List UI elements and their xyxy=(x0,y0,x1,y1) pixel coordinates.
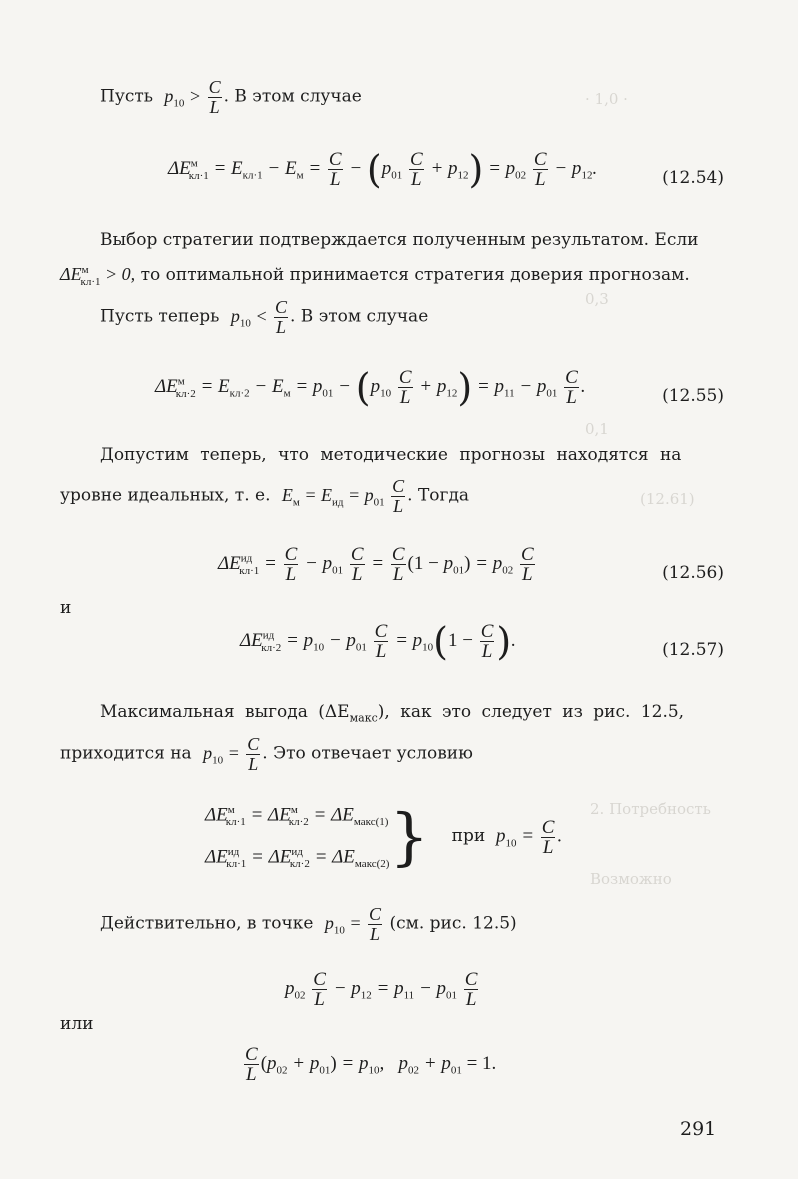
paragraph-5-line-1: Максимальная выгода $(\Delta E_{макс})$, как это следует из рис. 12.5, xyxy=(100,702,685,725)
page-number: 291 xyxy=(680,1118,717,1140)
paragraph-4-line-2: уровне идеальных, т. е. $E_м = E_{ид} = p_{01}$ $\frac{C}{L}$ . Тогда xyxy=(60,476,470,516)
equation-number: (12.56) xyxy=(662,563,724,583)
equation-point-condition: $p_{02}$ $\frac{C}{L}$ − $p_{12} = p_{11} - p_{01}$ $\frac{C}{L}$ xyxy=(285,969,478,1010)
or-word: или xyxy=(60,1014,94,1034)
paragraph-4-line-1: Допустим теперь, что методические прогнозы находятся на xyxy=(100,445,682,465)
equation-final: $\frac{C}{L}$ $(p_{02} + p_{01}) = p_{10}$, $p_{02} + p_{01} = 1$. xyxy=(245,1044,497,1085)
equation-12-57: $\Delta E^{ид}_{кл\cdot 2} = p_{10} - p_{01}$ $\frac{C}{L}$ = $p_{10}(1$ − $\frac{C}{L}$ ). xyxy=(240,619,516,664)
equation-number: (12.57) xyxy=(662,640,724,660)
paragraph-3: Пусть теперь $p_{10}$ < $\frac{C}{L}$ . В этом случае xyxy=(100,297,429,337)
bleed-through: · 1,0 · xyxy=(585,90,628,108)
equation-12-55: $\Delta E^м_{кл\cdot 2} = E_{кл\cdot 2} - E_м = p_{01} - (p_{10}$ $\frac{C}{L}$ + $p_{12}) = p_{11} - p_{01}$ $\frac{C}{L}$ . xyxy=(155,365,586,410)
paragraph-2-line-2: $\Delta E^м_{кл\cdot 1} > 0$, то оптимальной принимается стратегия доверия прогнозам. xyxy=(60,264,690,288)
system-of-equations: $\Delta E^м_{кл\cdot 1} = \Delta E^м_{кл\cdot 2} = \Delta E_{макс(1)}$ $\Delta E^{ид}_{кл\cdot 1} = \Delta E^{ид}_{кл\cdot 2} = \Delta E_{макс(2)}$} при $p_{10}$ = $\frac{C}{L}$ . xyxy=(205,800,563,874)
equation-number: (12.54) xyxy=(662,168,724,188)
paragraph-1: Пусть $p_{10}$ > $\frac{C}{L}$ . В этом случае xyxy=(100,77,362,117)
equation-12-54: $\Delta E^м_{кл\cdot 1} = E_{кл\cdot 1} - E_м$ = $\frac{C}{L}$ − ($p_{01}$ $\frac{C}{L}$ + $p_{12}) = p_{02}$ $\frac{C}{L}$ − $p_{12}$. xyxy=(168,147,598,192)
bleed-through: (12.61) xyxy=(640,490,695,508)
bleed-through: 0,3 xyxy=(585,290,609,308)
bleed-through: Возможно xyxy=(590,870,672,888)
equation-12-56: $\Delta E^{ид}_{кл\cdot 1}$ = $\frac{C}{L}$ − $p_{01}$ $\frac{C}{L}$ = $\frac{C}{L}$ $(1 - p_{01}) = p_{02}$ $\frac{C}{L}$ xyxy=(218,544,534,585)
paragraph-2-line-1: Выбор стратегии подтверждается полученным результатом. Если xyxy=(100,230,699,250)
paragraph-5-line-2: приходится на $p_{10}$ = $\frac{C}{L}$ . Это отвечает условию xyxy=(60,734,473,774)
and-word: и xyxy=(60,598,72,618)
equation-number: (12.55) xyxy=(662,386,724,406)
paragraph-6: Действительно, в точке $p_{10}$ = $\frac{C}{L}$ (см. рис. 12.5) xyxy=(100,904,517,944)
bleed-through: 2. Потребность xyxy=(590,800,711,818)
bleed-through: 0,1 xyxy=(585,420,609,438)
